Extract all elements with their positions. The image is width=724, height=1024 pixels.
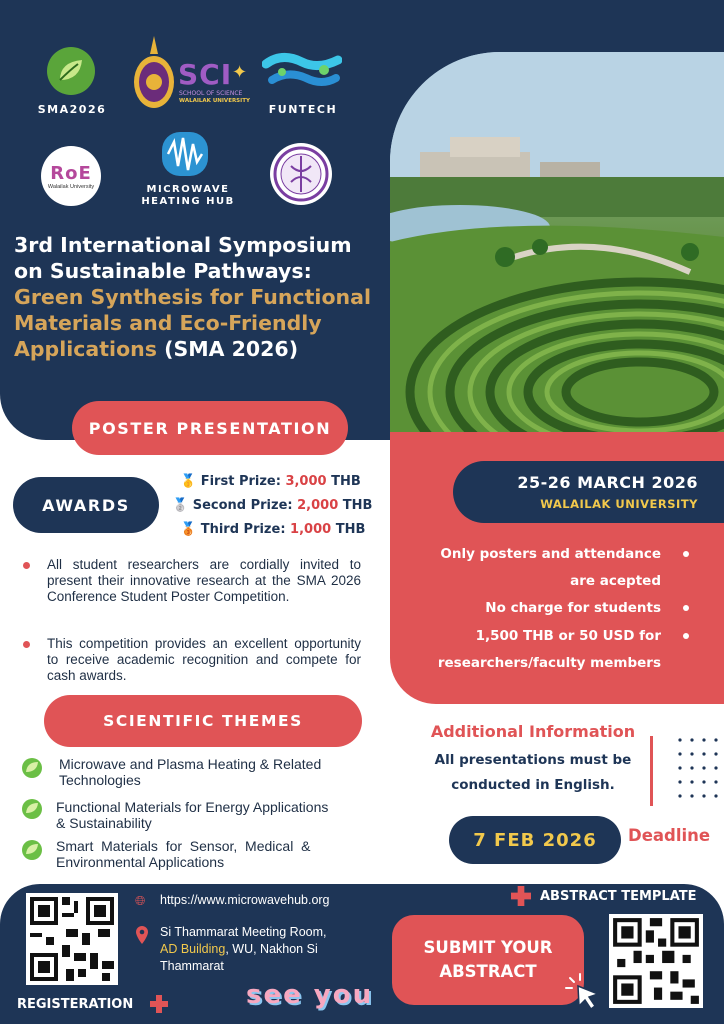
- intro-bullet-dot-1: [23, 562, 30, 569]
- theme-3-line1: Smart Materials for Sensor, Medical &: [56, 838, 311, 854]
- website-url[interactable]: https://www.microwavehub.org: [160, 893, 330, 907]
- leaf-icon: [54, 54, 88, 88]
- intro-bullet-dot-2: [23, 641, 30, 648]
- submit-abstract-button[interactable]: [392, 915, 584, 1005]
- purple-seal-logo: [270, 143, 332, 205]
- intro-paragraph-2: This competition provides an excellent opportunity to receive academic recognition and compete for cash awards.: [47, 636, 361, 683]
- roe-logo-text: RoE: [50, 162, 92, 184]
- abstract-template-qr-code[interactable]: [609, 914, 703, 1008]
- additional-info-heading: Additional Information: [430, 722, 636, 741]
- sci-logo-sub2: WALAILAK UNIVERSITY: [179, 98, 250, 104]
- req-line-4: 1,500 THB or 50 USD for: [475, 628, 661, 644]
- second-prize-label: Second Prize:: [192, 498, 298, 513]
- title-line-2: on Sustainable Pathways:: [14, 259, 312, 283]
- second-prize-currency: THB: [338, 498, 373, 513]
- deadline-label: Deadline: [628, 826, 711, 845]
- roe-logo-sub: Walailak University: [47, 183, 95, 190]
- req-bullet-2: [683, 605, 689, 611]
- awards-pill: AWARDS: [13, 477, 159, 533]
- theme-2-line1: Functional Materials for Energy Applications: [56, 799, 329, 815]
- theme-3: [56, 838, 378, 870]
- second-prize-amount: 2,000: [297, 498, 339, 513]
- funtech-logo: [262, 50, 342, 94]
- third-prize-label: Third Prize:: [200, 522, 291, 537]
- registration-label: REGISTERATION: [17, 997, 134, 1012]
- req-line-5: researchers/faculty members: [437, 655, 661, 671]
- theme-leaf-icon-3: [21, 839, 43, 861]
- microwave-hub-logo: [160, 130, 210, 178]
- event-date-pill: [453, 461, 724, 523]
- title-line-1: 3rd International Symposium: [14, 233, 352, 257]
- address-highlight: AD Building: [160, 942, 226, 956]
- theme-1-line1: Microwave and Plasma Heating & Related: [59, 756, 322, 772]
- symposium-title: [14, 232, 386, 362]
- third-prize-amount: 1,000: [290, 522, 332, 537]
- funtech-icon: [262, 50, 342, 94]
- silver-medal-icon: 🥈: [172, 498, 189, 513]
- third-prize-currency: THB: [331, 522, 366, 537]
- additional-info-divider: [650, 736, 653, 806]
- submit-line-1: SUBMIT YOUR: [423, 938, 553, 957]
- theme-3-line2: Environmental Applications: [56, 854, 225, 870]
- see-you-text: see you: [246, 980, 374, 1010]
- roe-logo: [41, 146, 101, 206]
- event-venue: WALAILAK UNIVERSITY: [540, 497, 698, 511]
- title-line-5-white: (SMA 2026): [156, 337, 299, 361]
- third-prize: [180, 522, 365, 537]
- gold-medal-icon: 🥇: [180, 474, 197, 489]
- address-line-1: Si Thammarat Meeting Room,: [160, 925, 327, 939]
- first-prize-currency: THB: [326, 474, 361, 489]
- additional-info-line2: conducted in English.: [451, 777, 615, 793]
- theme-2-line2: & Sustainability: [56, 815, 152, 831]
- event-date: 25-26 MARCH 2026: [517, 473, 698, 492]
- seal-icon: [132, 36, 176, 112]
- pointer-cursor-icon: [564, 972, 604, 1012]
- sma-leaf-logo: [47, 47, 95, 95]
- first-prize-amount: 3,000: [285, 474, 327, 489]
- req-line-3: No charge for students: [485, 600, 661, 616]
- poster-presentation-pill: POSTER PRESENTATION: [72, 401, 348, 455]
- req-bullet-3: [683, 633, 689, 639]
- scientific-themes-pill: SCIENTIFIC THEMES: [44, 695, 362, 747]
- theme-2: [56, 799, 386, 831]
- registration-qr-code[interactable]: [26, 893, 118, 985]
- dot-grid-decoration: [676, 736, 724, 808]
- theme-1-line2: Technologies: [59, 772, 141, 788]
- title-line-4: Materials and Eco-Friendly: [14, 311, 322, 335]
- microwave-hub-label-line2: HEATING HUB: [141, 196, 235, 207]
- address-line-2: , WU, Nakhon Si: [225, 942, 318, 956]
- globe-icon: 🌐︎: [135, 893, 146, 908]
- qr-icon: [609, 914, 703, 1008]
- title-line-5-gold: Applications: [14, 337, 157, 361]
- venue-address: [160, 924, 360, 975]
- walailak-seal: [132, 36, 176, 112]
- campus-illustration: [390, 52, 724, 432]
- theme-leaf-icon-1: [21, 757, 43, 779]
- theme-1: [59, 756, 379, 788]
- sparkle-icon: ✦: [232, 62, 248, 82]
- abstract-template-label: ABSTRACT TEMPLATE: [540, 889, 697, 904]
- intro-paragraph-1: All student researchers are cordially invited to present their innovative research at the SMA 2026 Conference Student Poster Competition.: [47, 557, 361, 604]
- seal-emblem-icon: [273, 146, 329, 202]
- microwave-hub-label-line1: MICROWAVE: [146, 184, 230, 195]
- registration-cross-icon: [150, 995, 168, 1013]
- address-line-3: Thammarat: [160, 959, 224, 973]
- req-bullet-1: [683, 551, 689, 557]
- campus-photo: [390, 52, 724, 432]
- qr-icon: [26, 893, 118, 985]
- deadline-date-pill: 7 FEB 2026: [449, 816, 621, 864]
- req-line-1: Only posters and attendance: [440, 546, 661, 562]
- additional-info-line1: All presentations must be: [434, 752, 632, 768]
- theme-leaf-icon-2: [21, 798, 43, 820]
- sma-logo-label: SMA2026: [37, 103, 107, 116]
- second-prize: [172, 498, 372, 513]
- title-line-3: Green Synthesis for Functional: [14, 285, 371, 309]
- abstract-cross-icon: [511, 886, 531, 906]
- microwave-hub-label: [136, 184, 240, 208]
- bronze-medal-icon: 🥉: [180, 522, 197, 537]
- first-prize-label: First Prize:: [200, 474, 286, 489]
- location-pin-icon: [136, 926, 148, 944]
- req-line-2: are acepted: [570, 573, 661, 589]
- submit-line-2: ABSTRACT: [439, 962, 537, 981]
- funtech-logo-label: FUNTECH: [268, 103, 338, 116]
- sci-logo-text: SCI: [178, 58, 233, 91]
- wave-icon: [160, 130, 210, 178]
- sci-logo-sub1: SCHOOL OF SCIENCE: [179, 90, 243, 97]
- first-prize: [180, 474, 361, 489]
